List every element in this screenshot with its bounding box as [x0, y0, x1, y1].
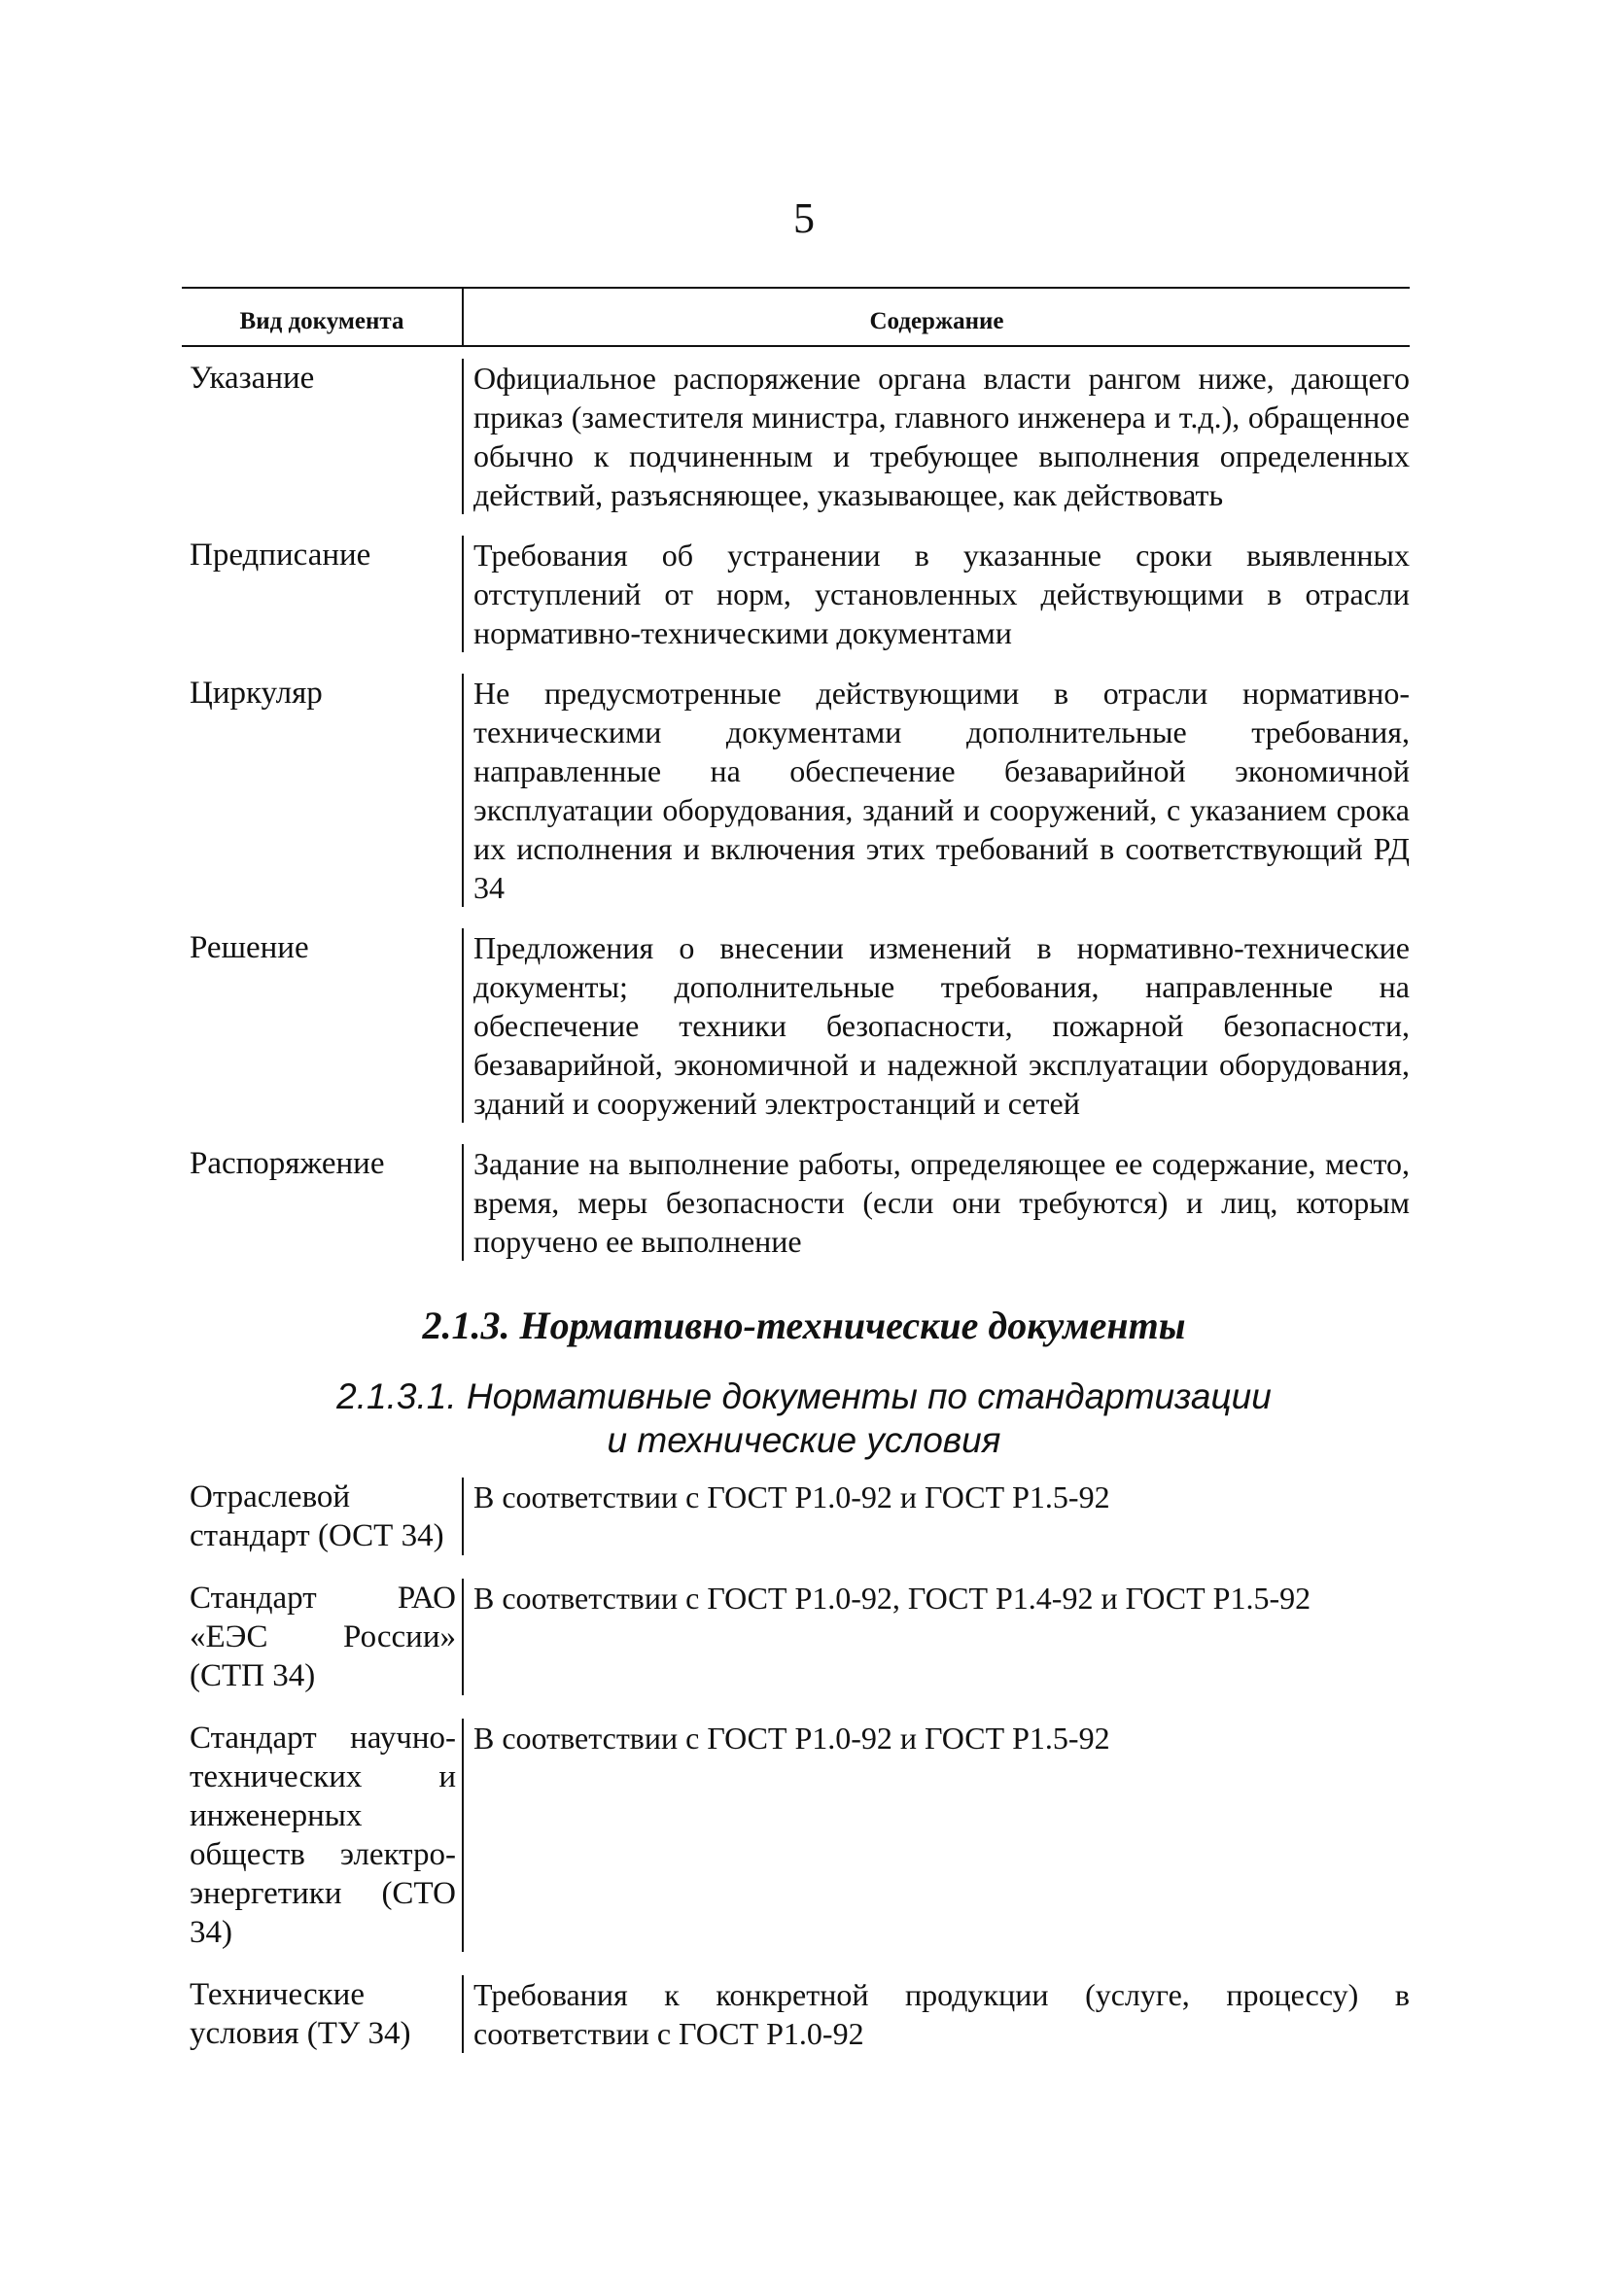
table-row [182, 1132, 1410, 1270]
row-term: Отраслевой стандарт (ОСТ 34) [182, 1478, 464, 1555]
row-definition: Требования к конкретной продукции (услуге, процессу) в соответствии с ГОСТ Р1.0-92 [473, 1977, 1410, 2051]
table-row [182, 1468, 1410, 1569]
row-definition: Предложения о внесении изменений в нормативно-технические документы; дополнительные требования, направленные на обеспечение техники безопасности, пожарной безопасности, безаварийной, экономичной и надежной эксплуатации оборудования, зданий и сооружений электростанций и сетей [473, 930, 1410, 1121]
row-definition: В соответствии с ГОСТ Р1.0-92 и ГОСТ Р1.5-92 [473, 1721, 1110, 1756]
table-row [182, 1709, 1410, 1966]
row-term: Распоряжение [182, 1144, 464, 1261]
row-definition: Задание на выполнение работы, определяющее ее содержание, место, время, меры безопасности (если они требуются) и лиц, которым поручено ее выполнение [473, 1146, 1410, 1259]
row-definition: В соответствии с ГОСТ Р1.0-92, ГОСТ Р1.4-92 и ГОСТ Р1.5-92 [473, 1581, 1311, 1616]
row-term: Указание [182, 359, 464, 514]
header-content: Содержание [869, 308, 1004, 334]
standards-table [182, 1468, 1410, 2067]
table-row [182, 524, 1410, 662]
table-row [182, 662, 1410, 917]
row-term: Технические условия (ТУ 34) [182, 1975, 464, 2053]
table-row [182, 917, 1410, 1132]
row-term: Стандарт научно-технических и инженерных обществ электро-энергетики (СТО 34) [182, 1719, 464, 1952]
table-header [182, 287, 1410, 347]
row-term: Предписание [182, 536, 464, 652]
row-term: Циркуляр [182, 674, 464, 907]
table-row [182, 1569, 1410, 1709]
table-row [182, 1966, 1410, 2067]
row-definition: Требования об устранении в указанные сроки выявленных отступлений от норм, установленных действующими в отрасли нормативно-техническими документами [473, 538, 1410, 650]
row-definition: Официальное распоряжение органа власти рангом ниже, дающего приказ (заместителя министра, главного инженера и т.д.), обращенное обычно к подчиненным и требующее выполнения определенных действий, разъясняющее, указывающее, как действовать [473, 361, 1410, 512]
table-row [182, 347, 1410, 524]
row-definition: В соответствии с ГОСТ Р1.0-92 и ГОСТ Р1.5-92 [473, 1479, 1110, 1514]
subsection-title-line2: и технические условия [607, 1420, 1001, 1460]
subsection-title-line1: 2.1.3.1. Нормативные документы по стандартизации [336, 1376, 1272, 1416]
section-title: 2.1.3. Нормативно-технические документы [422, 1304, 1186, 1347]
page-number: 5 [793, 194, 815, 242]
document-types-table [182, 287, 1410, 1270]
row-term: Решение [182, 928, 464, 1123]
row-definition: Не предусмотренные действующими в отрасли нормативно-техническими документами дополнительные требования, направленные на обеспечение безаварийной экономичной эксплуатации оборудования, зданий и сооружений, с указанием срока их исполнения и включения этих требований в соответствующий РД 34 [473, 676, 1410, 905]
header-document-type: Вид документа [182, 289, 464, 345]
row-term: Стандарт РАО «ЕЭС России» (СТП 34) [182, 1579, 464, 1695]
